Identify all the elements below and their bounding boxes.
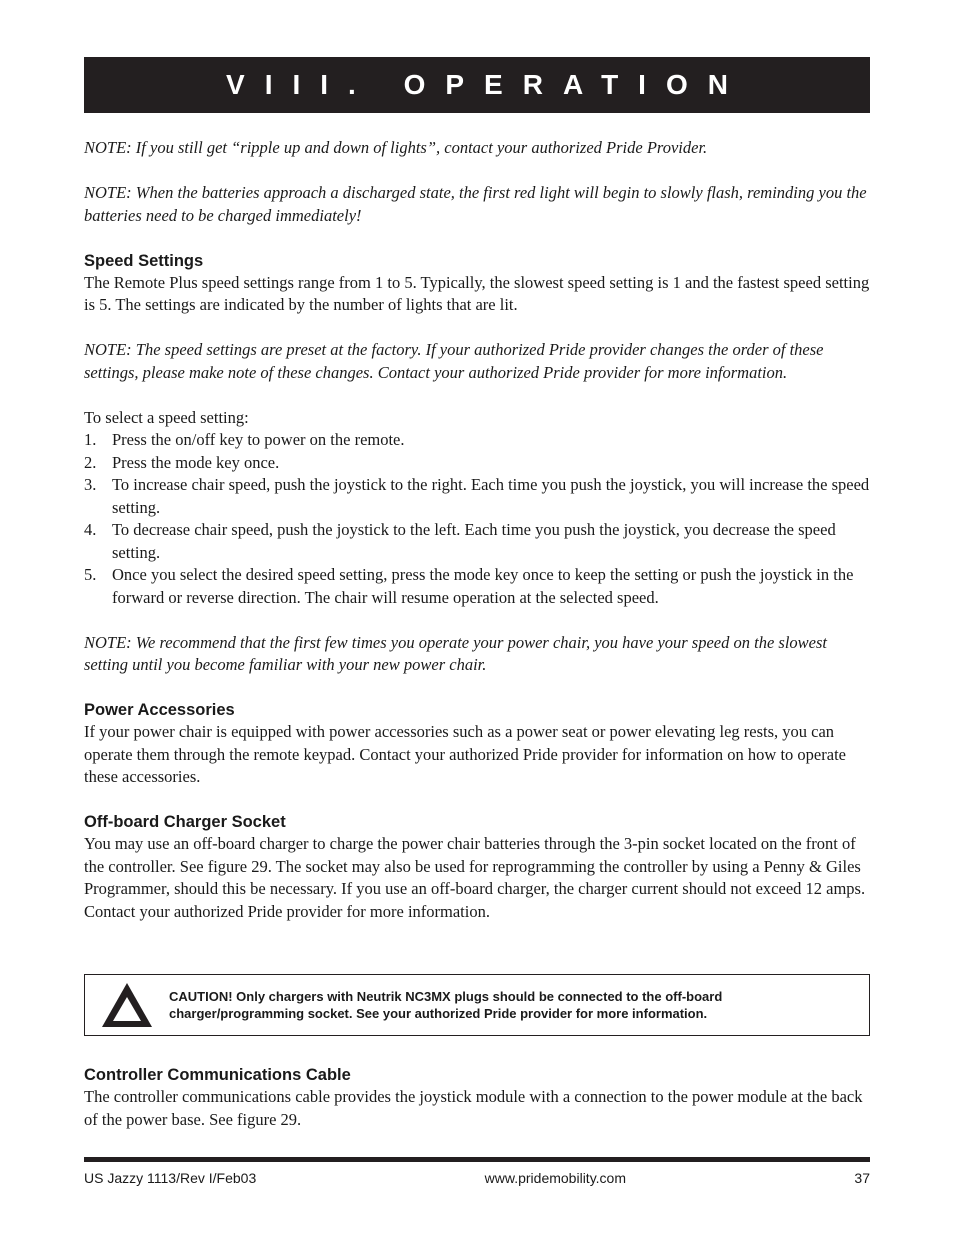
charger-socket-body: You may use an off-board charger to charge the power chair batteries through the 3-pin socket located on the front of the controller. See figure 29. The socket may also be used for reprogramming the controller by using a Penny & Giles Programmer, should this be necessary. If you use an off-board charger, the charger current should not exceed 12 amps. Contact your authorized Pride provider for more information. bbox=[84, 834, 866, 921]
note-ripple: NOTE: If you still get “ripple up and down of lights”, contact your authorized Pride Provider. bbox=[84, 138, 708, 157]
page-title: VIII. OPERATION bbox=[226, 69, 748, 100]
speed-settings-body: The Remote Plus speed settings range from 1 to 5. Typically, the slowest speed setting is 1 and the fastest speed setting is 5. The settings are indicated by the number of lights that are lit. bbox=[84, 272, 870, 314]
list-item bbox=[84, 474, 871, 519]
comm-cable-body: The controller communications cable provides the joystick module with a connection to the power module at the back of the power base. See figure 29. bbox=[84, 1087, 863, 1129]
step-text: To decrease chair speed, push the joystick to the left. Each time you push the joystick, you decrease the speed setting. bbox=[112, 520, 836, 562]
footer-website: www.pridemobility.com bbox=[484, 1170, 626, 1186]
step-text: Press the on/off key to power on the remote. bbox=[112, 430, 405, 449]
speed-steps-intro: To select a speed setting: bbox=[84, 407, 249, 427]
footer-doc-id: US Jazzy 1113/Rev I/Feb03 bbox=[84, 1170, 257, 1186]
step-text: Press the mode key once. bbox=[112, 452, 280, 472]
note-discharged: NOTE: When the batteries approach a discharged state, the first red light will begin to slowly flash, reminding you the batteries need to be charged immediately! bbox=[84, 183, 867, 225]
main-content bbox=[84, 137, 871, 923]
step-text: To increase chair speed, push the joystick to the right. Each time you push the joystick, you will increase the speed setting. bbox=[112, 475, 870, 517]
heading-charger-socket: Off-board Charger Socket bbox=[84, 813, 286, 831]
note-speed-preset: NOTE: The speed settings are preset at the factory. If your authorized Pride provider changes the order of these settings, please make note of these changes. Contact your authorized Pride provider for more information. bbox=[84, 340, 824, 382]
heading-comm-cable: Controller Communications Cable bbox=[84, 1066, 351, 1084]
step-number: 4. bbox=[84, 520, 97, 539]
comm-cable-section bbox=[84, 1064, 871, 1131]
section-header bbox=[84, 57, 870, 113]
speed-steps-list bbox=[84, 429, 871, 609]
step-number: 5. bbox=[84, 565, 97, 584]
footer-divider bbox=[84, 1157, 870, 1162]
page-footer bbox=[84, 1170, 870, 1186]
page-number: 37 bbox=[854, 1170, 870, 1186]
list-item bbox=[84, 429, 871, 452]
heading-power-accessories: Power Accessories bbox=[84, 701, 235, 719]
step-number: 2. bbox=[84, 452, 97, 472]
heading-speed-settings: Speed Settings bbox=[84, 251, 204, 270]
caution-box bbox=[84, 974, 870, 1036]
list-item bbox=[84, 564, 871, 609]
list-item bbox=[84, 519, 871, 564]
power-accessories-body: If your power chair is equipped with power accessories such as a power seat or power elevating leg rests, you can operate them through the remote keypad. Contact your authorized Pride provider for information on how to operate these accessories. bbox=[84, 722, 846, 786]
note-recommend: NOTE: We recommend that the first few times you operate your power chair, you have your speed on the slowest setting until you become familiar with your new power chair. bbox=[84, 632, 827, 674]
step-number: 3. bbox=[84, 475, 97, 494]
list-item bbox=[84, 452, 871, 475]
caution-text: CAUTION! Only chargers with Neutrik NC3MX plugs should be connected to the off-board charger/programming socket. See your authorized Pride provider for more information. bbox=[169, 989, 723, 1021]
step-number: 1. bbox=[84, 430, 97, 449]
step-text: Once you select the desired speed setting, press the mode key once to keep the setting or push the joystick in the forward or reverse direction. The chair will resume operation at the selected speed. bbox=[112, 565, 854, 607]
warning-triangle-icon bbox=[85, 981, 169, 1029]
